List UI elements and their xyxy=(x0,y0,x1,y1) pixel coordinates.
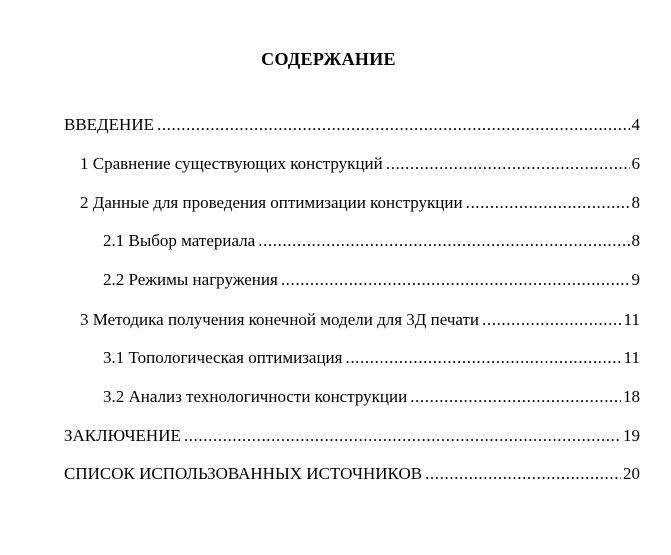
toc-page-number: 4 xyxy=(631,115,640,134)
toc-entry-text: 3.1 Топологическая оптимизация xyxy=(103,348,343,367)
toc-dot-leader xyxy=(157,115,630,135)
toc-page-number: 18 xyxy=(623,387,640,406)
toc-dot-leader xyxy=(410,387,621,407)
toc-entry-section-3-1[interactable] xyxy=(103,348,640,368)
toc-entry-text: 2.2 Режимы нагружения xyxy=(103,270,278,289)
toc-page-number: 19 xyxy=(623,426,640,445)
toc-dot-leader xyxy=(425,464,621,484)
toc-dot-leader xyxy=(184,426,621,446)
toc-entry-conclusion[interactable] xyxy=(64,426,640,446)
toc-page-number: 11 xyxy=(623,348,640,367)
toc-entry-section-3-2[interactable] xyxy=(103,387,640,407)
toc-dot-leader xyxy=(482,310,622,330)
toc-entry-section-2[interactable] xyxy=(80,193,640,213)
toc-entry-section-1[interactable] xyxy=(80,154,640,174)
toc-entry-text: 3 Методика получения конечной модели для 3Д печати xyxy=(80,310,480,329)
toc-page-number: 8 xyxy=(631,193,640,212)
toc-entry-text: 2.1 Выбор материала xyxy=(103,231,256,250)
toc-dot-leader xyxy=(345,348,621,368)
toc-entry-section-2-1[interactable] xyxy=(103,231,640,251)
toc-entry-text: 2 Данные для проведения оптимизации конструкции xyxy=(80,193,463,212)
toc-entry-references[interactable] xyxy=(64,464,640,484)
toc-dot-leader xyxy=(281,270,630,290)
toc-entry-text: 3.2 Анализ технологичности конструкции xyxy=(103,387,408,406)
toc-entry-section-3[interactable] xyxy=(80,310,640,330)
toc-page-number: 6 xyxy=(631,154,640,173)
toc-page-number: 9 xyxy=(631,270,640,289)
toc-dot-leader xyxy=(386,154,630,174)
toc-entry-introduction[interactable] xyxy=(64,115,640,135)
toc-entry-text: ЗАКЛЮЧЕНИЕ xyxy=(64,426,181,445)
toc-page-number: 20 xyxy=(623,464,640,483)
toc-entry-text: 1 Сравнение существующих конструкций xyxy=(80,154,383,173)
toc-dot-leader xyxy=(466,193,630,213)
toc-page-number: 11 xyxy=(623,310,640,329)
toc-page-number: 8 xyxy=(631,231,640,250)
toc-entry-text: ВВЕДЕНИЕ xyxy=(64,115,154,134)
toc-entry-text: СПИСОК ИСПОЛЬЗОВАННЫХ ИСТОЧНИКОВ xyxy=(64,464,423,483)
toc-entry-section-2-2[interactable] xyxy=(103,270,640,290)
toc-dot-leader xyxy=(258,231,629,251)
toc-title: СОДЕРЖАНИЕ xyxy=(261,49,396,69)
